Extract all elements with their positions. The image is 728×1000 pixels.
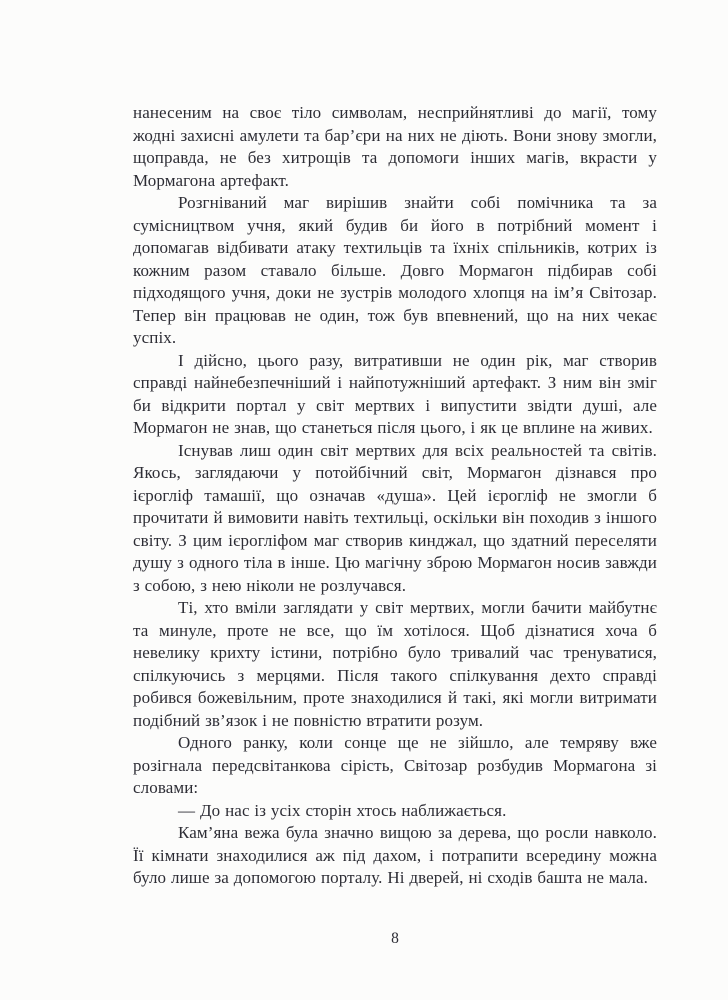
- page-text-block: [133, 102, 657, 890]
- paragraph: Розгніваний маг вирішив знайти собі помічника та за сумісництвом учня, який будив би його в потрібний момент і допомагав відбивати атаку техтильців та їхніх спільників, котрих із кожним разом ставало більше. Довго Мормагон підбирав собі підходящого учня, доки не зустрів молодого хлопця на ім’я Світозар. Тепер він працював не один, тож був впевнений, що на них чекає успіх.: [133, 193, 657, 347]
- paragraph: І дійсно, цього разу, витративши не один рік, маг створив справді найнебезпечніший і найпотужніший артефакт. З ним він зміг би відкрити портал у світ мертвих і випустити звідти душі, але Мормагон не знав, що станеться після цього, і як це вплине на живих.: [133, 350, 657, 437]
- dialogue-line: — До нас із усіх сторін хтось наближається.: [178, 800, 507, 820]
- paragraph: Ті, хто вміли заглядати у світ мертвих, могли бачити майбутнє та минуле, проте не все, що їм хотілося. Щоб дізнатися хоча б невелику крихту істини, потрібно було тривалий час тренуватися, спілкуючись з мерцями. Після такого спілкування дехто справді робився божевільним, проте знаходилися й такі, які могли витримати подібний зв’язок і не повністю втратити розум.: [133, 598, 657, 730]
- paragraph: Одного ранку, коли сонце ще не зійшло, але темряву вже розігнала передсвітанкова сірість, Світозар розбудив Мормагона зі словами:: [133, 733, 657, 797]
- paragraph: Існував лиш один світ мертвих для всіх реальностей та світів. Якось, заглядаючи у потойбічний світ, Мормагон дізнався про ієрогліф тамашії, що означав «душа». Цей ієрогліф не змогли б прочитати й вимовити навіть техтильці, оскільки він походив з іншого світу. З цим ієрогліфом маг створив кинджал, що здатний переселяти душу з одного тіла в інше. Цю магічну зброю Мормагон носив завжди з собою, з нею ніколи не розлучався.: [133, 440, 657, 595]
- paragraph: Кам’яна вежа була значно вищою за дерева, що росли навколо. Її кімнати знаходилися аж під дахом, і потрапити всередину можна було лише за допомогою порталу. Ні дверей, ні сходів башта не мала.: [133, 823, 657, 887]
- paragraph: нанесеним на своє тіло символам, несприйнятливі до магії, тому жодні захисні амулети та бар’єри на них не діють. Вони знову змогли, щоправда, не без хитрощів та допомоги інших магів, вкрасти у Мормагона артефакт.: [133, 103, 657, 190]
- page-number: 8: [391, 930, 399, 947]
